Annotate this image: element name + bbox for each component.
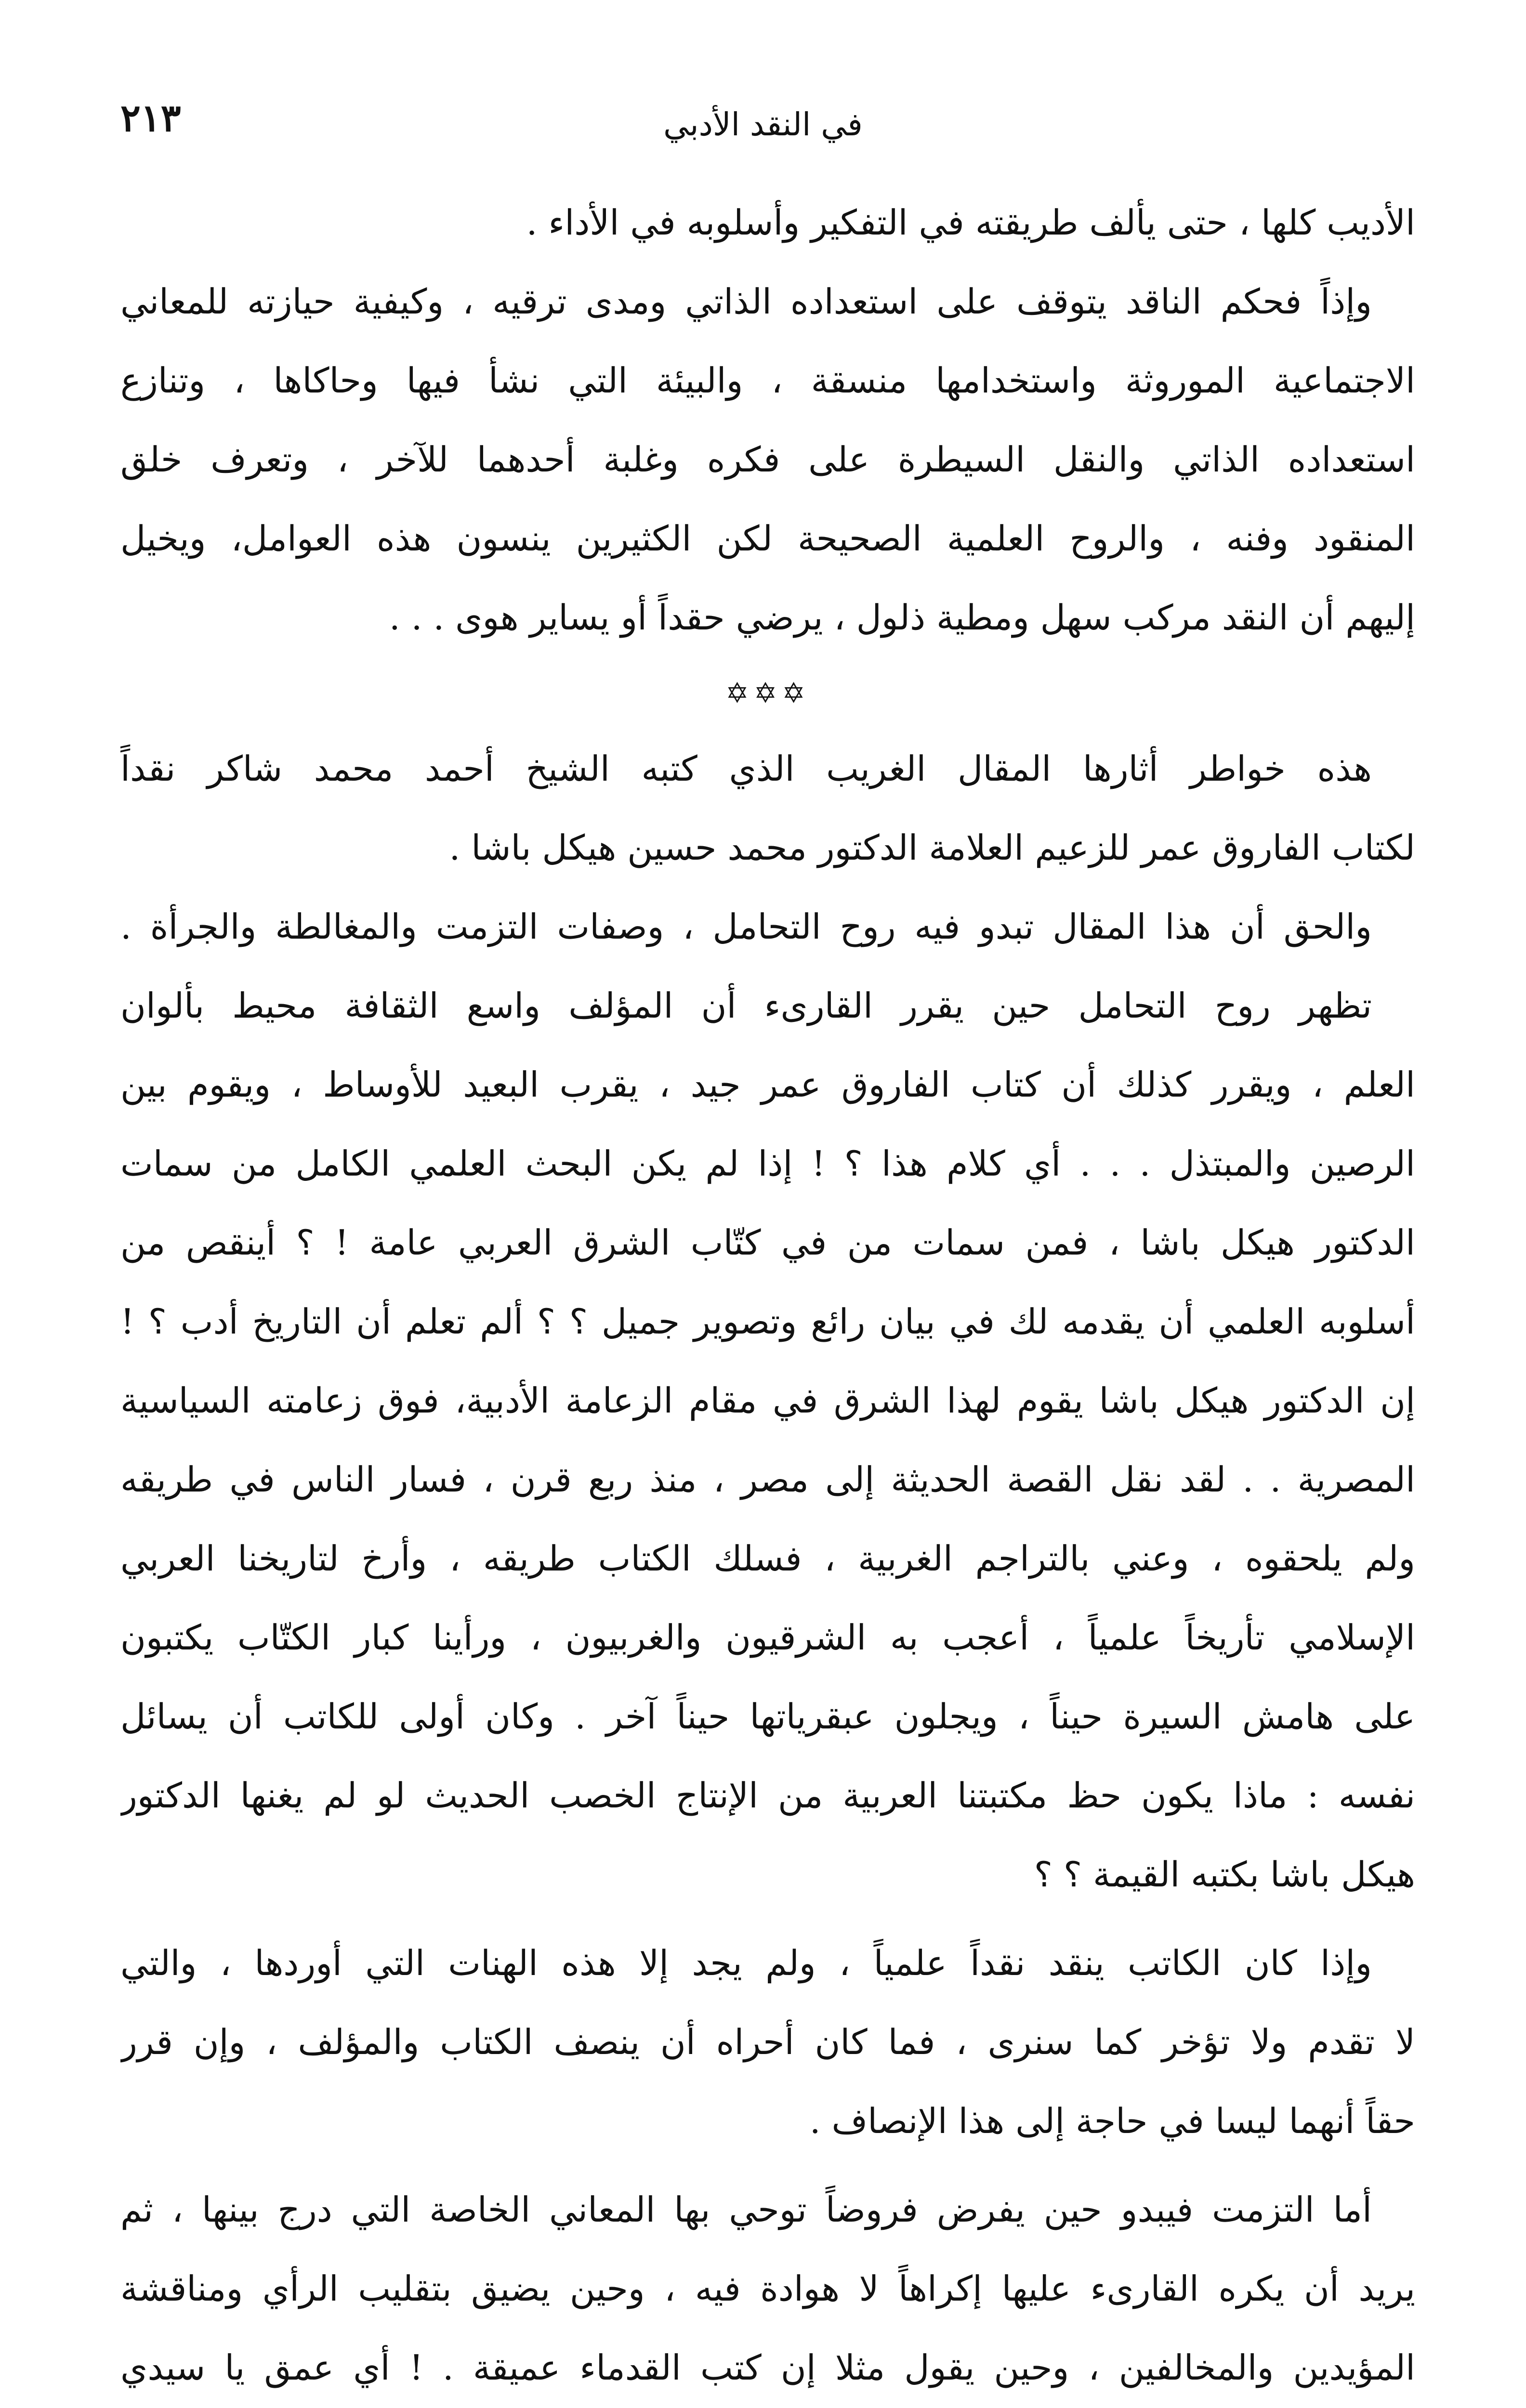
text-line: وإذا كان الكاتب ينقد نقداً علمياً ، ولم يجد إلا هذه الهنات التي أوردها ، والتي: [120, 1943, 1372, 1983]
text-line: الرصين والمبتذل . . . أي كلام هذا ؟ ! إذا لم يكن البحث العلمي الكامل من سمات: [120, 1143, 1415, 1184]
text-line: هيكل باشا بكتبه القيمة ؟ ؟: [1034, 1854, 1415, 1895]
text-line: إليهم أن النقد مركب سهل ومطية ذلول ، يرضي حقداً أو يساير هوى . . .: [389, 597, 1415, 638]
paragraph-gap: [120, 1914, 1415, 1924]
text-line: العلم ، ويقرر كذلك أن كتاب الفاروق عمر جيد ، يقرب البعيد للأوساط ، ويقوم بين: [120, 1064, 1415, 1105]
running-title: في النقد الأدبي: [663, 106, 863, 143]
page-header: [120, 96, 1406, 169]
text-line: نفسه : ماذا يكون حظ مكتبتنا العربية من الإنتاج الخصب الحديث لو لم يغنها الدكتور: [120, 1775, 1415, 1816]
text-line: لكتاب الفاروق عمر للزعيم العلامة الدكتور محمد حسين هيكل باشا .: [449, 827, 1415, 868]
text-line: ولم يلحقوه ، وعني بالتراجم الغربية ، فسلك الكتاب طريقه ، وأرخ لتاريخنا العربي: [120, 1538, 1415, 1579]
text-line: هذه خواطر أثارها المقال الغريب الذي كتبه الشيخ أحمد محمد شاكر نقداً: [120, 748, 1372, 789]
page-number: ٢١٣: [120, 96, 181, 140]
text-line: الإسلامي تأريخاً علمياً ، أعجب به الشرقيون والغربيون ، ورأينا كبار الكتّاب يكتبون: [120, 1617, 1415, 1658]
text-line: وإذاً فحكم الناقد يتوقف على استعداده الذاتي ومدى ترقيه ، وكيفية حيازته للمعاني: [120, 281, 1372, 322]
text-line: تظهر روح التحامل حين يقرر القارىء أن المؤلف واسع الثقافة محيط بألوان: [120, 985, 1372, 1026]
text-line: المنقود وفنه ، والروح العلمية الصحيحة لكن الكثيرين ينسون هذه العوامل، ويخيل: [120, 518, 1415, 559]
text-line: حقاً أنهما ليسا في حاجة إلى هذا الإنصاف .: [809, 2101, 1415, 2141]
text-line: المصرية . . لقد نقل القصة الحديثة إلى مصر ، منذ ربع قرن ، فسار الناس في طريقه: [120, 1459, 1415, 1500]
text-line: المؤيدين والمخالفين ، وحين يقول مثلا إن كتب القدماء عميقة . ! أي عمق يا سيدي: [120, 2347, 1415, 2388]
body-text: [120, 183, 1415, 2407]
text-line: أسلوبه العلمي أن يقدمه لك في بيان رائع وتصوير جميل ؟ ؟ ألم تعلم أن التاريخ أدب ؟ !: [120, 1301, 1415, 1342]
text-line: استعداده الذاتي والنقل السيطرة على فكره وغلبة أحدهما للآخر ، وتعرف خلق: [120, 439, 1415, 480]
text-line: إن الدكتور هيكل باشا يقوم لهذا الشرق في مقام الزعامة الأدبية، فوق زعامته السياسية: [120, 1380, 1415, 1421]
text-line: أما التزمت فيبدو حين يفرض فروضاً توحي بها المعاني الخاصة التي درج بينها ، ثم: [120, 2189, 1372, 2230]
text-line: على هامش السيرة حيناً ، ويجلون عبقرياتها حيناً آخر . وكان أولى للكاتب أن يسائل: [120, 1696, 1415, 1737]
text-line: الاجتماعية الموروثة واستخدامها منسقة ، والبيئة التي نشأ فيها وحاكاها ، وتنازع: [120, 360, 1415, 401]
text-line: يريد أن يكره القارىء عليها إكراهاً لا هوادة فيه ، وحين يضيق بتقليب الرأي ومناقشة: [120, 2268, 1415, 2309]
text-line: الدكتور هيكل باشا ، فمن سمات من في كتّاب الشرق العربي عامة ! ؟ أينقص من: [120, 1222, 1415, 1263]
text-line: الأديب كلها ، حتى يألف طريقته في التفكير وأسلوبه في الأداء .: [526, 202, 1415, 243]
section-ornament: ✡✡✡: [725, 677, 810, 709]
text-line: والحق أن هذا المقال تبدو فيه روح التحامل ، وصفات التزمت والمغالطة والجرأة .: [120, 906, 1372, 947]
text-line: لا تقدم ولا تؤخر كما سنرى ، فما كان أحراه أن ينصف الكتاب والمؤلف ، وإن قرر: [120, 2022, 1415, 2062]
paragraph-gap: [120, 2160, 1415, 2170]
